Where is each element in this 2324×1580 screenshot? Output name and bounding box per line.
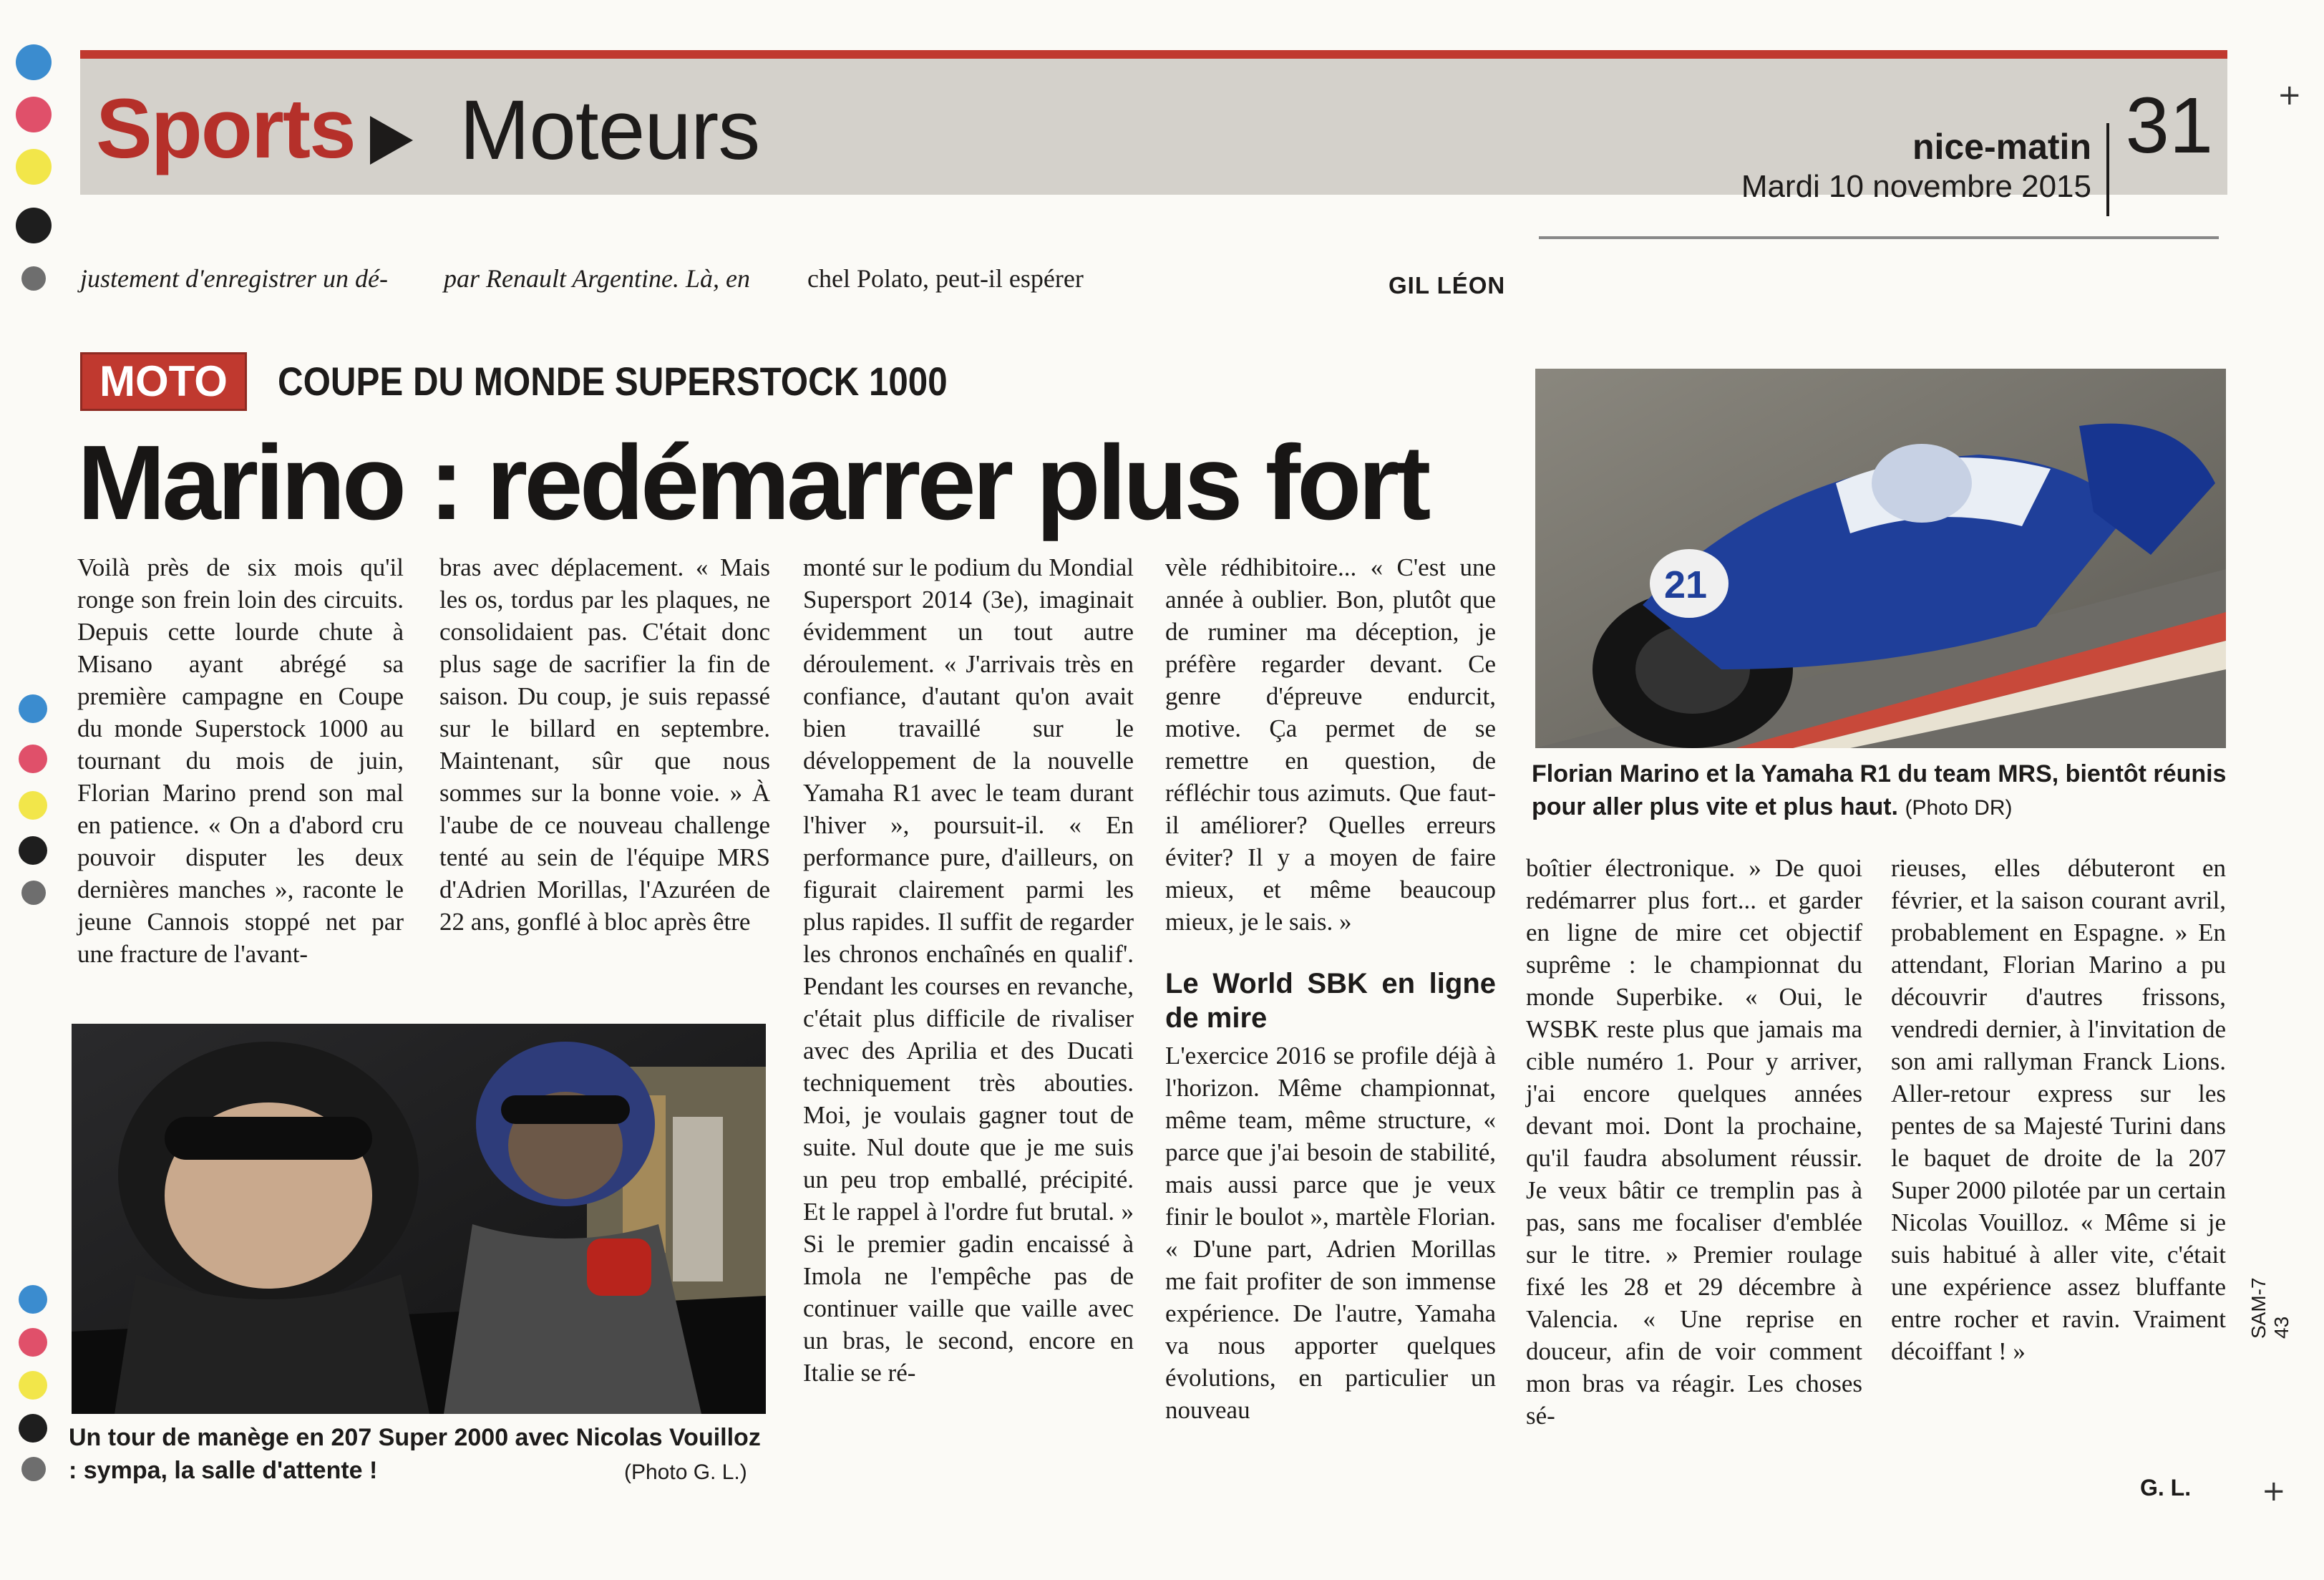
- article-text: L'exercice 2016 se profile déjà à l'horizon. Même championnat, même team, même structure, « parce que j'ai besoin de stabilité, mais aussi parce que je veux finir le boulot », martèle Florian. « D'une part, Adrien Morillas me fait profiter de son immense expérience. De l'autre, Yamaha va nous apporter quelques évolutions, en particulier un nouveau: [1165, 1042, 1496, 1424]
- registration-dot-magenta: [19, 1328, 47, 1357]
- rally-photo: [72, 1024, 766, 1414]
- registration-dot-cyan: [16, 44, 52, 80]
- photo-credit: (Photo DR): [1905, 796, 2013, 820]
- article-column-4: [1165, 551, 1496, 1426]
- photo-credit: (Photo G. L.): [624, 1460, 747, 1484]
- registration-dot-yellow: [19, 1371, 47, 1400]
- registration-dot-gray: [21, 1457, 46, 1481]
- section-title: Sports: [96, 82, 355, 176]
- registration-dot-gray: [21, 881, 46, 905]
- registration-dot-black: [16, 208, 52, 243]
- page-header: [80, 50, 2227, 204]
- rubric-badge: MOTO: [80, 352, 247, 411]
- divider: [1539, 236, 2219, 239]
- registration-dot-cyan: [19, 1285, 47, 1314]
- article-headline: Marino : redémarrer plus fort: [77, 424, 1428, 542]
- crosshair-icon: +: [2277, 79, 2302, 112]
- registration-dot-magenta: [16, 97, 52, 132]
- moto-photo-caption: [1532, 757, 2233, 825]
- article-text: Voilà près de six mois qu'il ronge son frein loin des circuits. Depuis cette lourde chute à Misano ayant abrégé sa première campagne en Coupe du monde Superstock 1000 au tournant du mois de juin, Florian Marino prend son mal en patience. « On a d'abord cru pouvoir disputer les deux dernières manches », raconte le jeune Cannois stoppé net par une fracture de l'avant-: [77, 553, 404, 968]
- registration-dot-cyan: [19, 694, 47, 723]
- play-arrow-icon: [370, 116, 413, 165]
- article-text: boîtier électronique. » De quoi redémarrer plus fort... et garder en ligne de mire cet objectif suprême : le championnat du monde Superbike. « Oui, le WSBK reste plus que jamais ma cible numéro 1. Pour y arriver, j'ai encore quelques années devant moi. Dont la prochaine, qu'il faudra absolument réussir. Je veux bâtir ce tremplin pas à pas, sans me focaliser d'emblée sur le titre. » Premier roulage fixé les 28 et 29 décembre à Valencia. « Une reprise en douceur, afin de voir comment mon bras va réagir. Les choses sé-: [1526, 854, 1862, 1430]
- race-number: 21: [1664, 563, 1708, 606]
- registration-dot-gray: [21, 266, 46, 291]
- article-text: monté sur le podium du Mondial Supersport 2014 (3e), imaginait évidemment un tout autre déroulement. « J'arrivais très en confiance, d'autant qu'on avait bien travaillé sur le développement de la nouvelle Yamaha R1 avec le team durant l'hiver », poursuit-il. « En performance pure, d'ailleurs, on figurait clairement parmi les plus rapides. Il suffit de regarder les chronos enchaînés en qualif'. Pendant les courses en revanche, c'était plus difficile de rivaliser avec des Aprilia et des Ducati techniquement très abouties. Moi, je voulais gagner tout de suite. Nul doute que je me suis un peu trop emballé, précipité. Et le rappel à l'ordre fut brutal. » Si le premier gadin encaissé à Imola ne l'empêche pas de continuer vaille que vaille avec un bras, le second, encore en Italie se ré-: [803, 553, 1134, 1387]
- article-kicker: COUPE DU MONDE SUPERSTOCK 1000: [278, 359, 948, 404]
- folio-code: SAM-7 43: [2247, 1277, 2293, 1339]
- registration-dot-yellow: [19, 791, 47, 820]
- article-column-1: [77, 551, 404, 970]
- registration-dot-yellow: [16, 149, 52, 185]
- article-text: rieuses, elles débuteront en février, et la saison courant avril, probablement en Espagne. » En attendant, Florian Marino a pu découvrir d'autres frissons, vendredi dernier, à l'invitation de son ami rallyman Franck Lions. Aller-retour express sur les pentes de sa Majesté Turini dans le baquet de droite de la 207 Super 2000 pilotée par un certain Nicolas Vouilloz. « Même si je suis habitué à aller vite, c'était une expérience assez bluffante entre rocher et ravin. Vraiment décoiffant ! »: [1891, 854, 2226, 1365]
- crosshair-icon: +: [2262, 1475, 2286, 1508]
- rally-photo-image: [72, 1024, 766, 1414]
- subsection-title: Moteurs: [460, 83, 760, 178]
- page-number: 31: [2125, 82, 2213, 170]
- caption-text: Un tour de manège en 207 Super 2000 avec Nicolas Vouilloz : sympa, la salle d'attente !: [69, 1424, 761, 1484]
- registration-dot-black: [19, 836, 47, 865]
- article-signature: G. L.: [2140, 1475, 2192, 1501]
- newspaper-name: nice-matin: [1912, 127, 2091, 167]
- caption-text: Florian Marino et la Yamaha R1 du team MRS, bientôt réunis pour aller plus vite et plus haut.: [1532, 760, 2227, 820]
- registration-dot-black: [19, 1414, 47, 1443]
- article-subhead: Le World SBK en ligne de mire: [1165, 968, 1496, 1034]
- divider: [2106, 123, 2109, 216]
- article-column-2: [439, 551, 770, 938]
- article-text: bras avec déplacement. « Mais les os, tordus par les plaques, ne consolidaient pas. C'était donc plus sage de sacrifier la fin de saison. Du coup, je suis repassé sur le billard en septembre. Maintenant, sûr que nous sommes sur la bonne voie. » À l'aube de ce nouveau challenge tenté au sein de l'équipe MRS d'Adrien Morillas, l'Azuréen de 22 ans, gonflé à bloc après être: [439, 553, 770, 936]
- article-column-6: [1891, 852, 2226, 1367]
- article-column-3: [803, 551, 1134, 1389]
- moto-photo: [1535, 369, 2226, 748]
- prev-article-col1: justement d'enregistrer un dé-: [80, 264, 388, 293]
- article-column-5: [1526, 852, 1862, 1432]
- issue-date: Mardi 10 novembre 2015: [1741, 169, 2091, 204]
- article-text: vèle rédhibitoire... « C'est une année à oublier. Bon, plutôt que de ruminer ma déception, je préfère regarder devant. Ce genre d'épreuve endurcit, motive. Ça permet de se remettre en question, de réfléchir tous azimuts. Que faut-il améliorer? Quelles erreurs éviter? Il y a moyen de faire mieux, et même beaucoup mieux, je le sais. »: [1165, 553, 1496, 936]
- prev-article-col3: chel Polato, peut-il espérer: [807, 264, 1084, 293]
- prev-article-col2: par Renault Argentine. Là, en: [444, 264, 750, 293]
- moto-photo-image: [1535, 369, 2226, 748]
- prev-article-byline: GIL LÉON: [1389, 272, 1506, 299]
- registration-dot-magenta: [19, 745, 47, 773]
- newspaper-info: [1741, 127, 2091, 207]
